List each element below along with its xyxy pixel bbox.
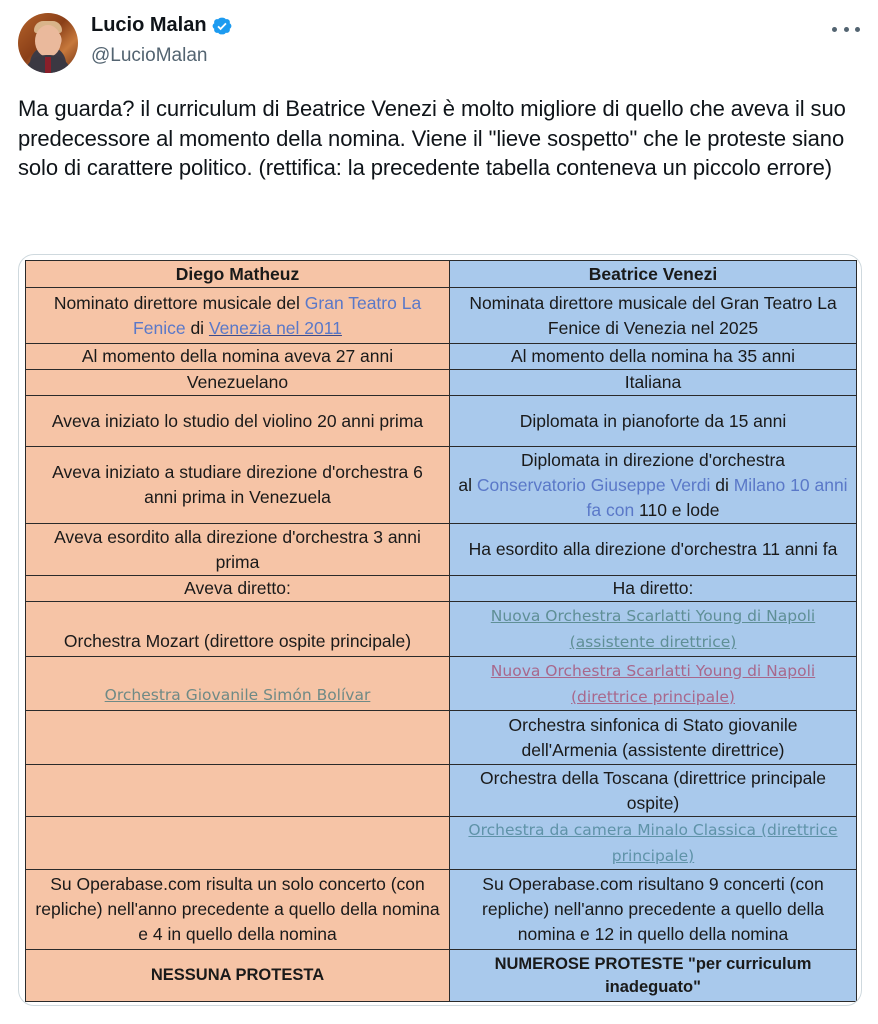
cell-right: Orchestra sinfonica di Stato giovanile dell'Armenia (assistente direttrice) xyxy=(450,711,857,765)
cell-left: Aveva iniziato lo studio del violino 20 anni prima xyxy=(26,396,450,447)
cell-right: Ha diretto: xyxy=(450,576,857,602)
table-row xyxy=(26,288,857,344)
link-simon-bolivar[interactable]: Orchestra Giovanile Simón Bolívar xyxy=(104,686,371,704)
cell-left: NESSUNA PROTESTA xyxy=(26,950,450,1002)
link-scarlatti-assistente[interactable]: Nuova Orchestra Scarlatti Young di Napoli (assistente direttrice) xyxy=(490,607,816,651)
cell-right: Su Operabase.com risultano 9 concerti (con repliche) nell'anno precedente a quello della nomina e 12 in quello della nomina xyxy=(450,870,857,950)
cell-right: NUMEROSE PROTESTE "per curriculum inadeguato" xyxy=(450,950,857,1002)
cell-right xyxy=(450,657,857,711)
link-minalo-classica[interactable]: Orchestra da camera Minalo Classica (direttrice principale) xyxy=(468,821,838,865)
cell-right: Diplomata in direzione d'orchestra al Conservatorio Giuseppe Verdi di Milano 10 anni fa con 110 e lode xyxy=(450,447,857,524)
cell-right: Al momento della nomina ha 35 anni xyxy=(450,344,857,370)
cell-left-empty xyxy=(26,765,450,817)
cell-right: Ha esordito alla direzione d'orchestra 11 anni fa xyxy=(450,524,857,576)
cell-left: Aveva diretto: xyxy=(26,576,450,602)
cell-left-empty xyxy=(26,817,450,870)
cell-left xyxy=(26,657,450,711)
cell-right: Italiana xyxy=(450,370,857,396)
table-row xyxy=(26,396,857,447)
dot xyxy=(844,27,849,32)
cell-left: Aveva iniziato a studiare direzione d'orchestra 6 anni prima in Venezuela xyxy=(26,447,450,524)
link-gran-teatro[interactable]: Gran Teatro La Fenice xyxy=(133,292,422,338)
cell-left: Su Operabase.com risulta un solo concerto (con repliche) nell'anno precedente a quello della nomina e 4 in quello della nomina xyxy=(26,870,450,950)
table-row xyxy=(26,765,857,817)
table-row xyxy=(26,602,857,657)
table-row xyxy=(26,447,857,524)
cell-left: Orchestra Mozart (direttore ospite principale) xyxy=(26,602,450,657)
cell-left: Aveva esordito alla direzione d'orchestra 3 anni prima xyxy=(26,524,450,576)
table-row xyxy=(26,870,857,950)
link-scarlatti-principale[interactable]: Nuova Orchestra Scarlatti Young di Napoli (direttrice principale) xyxy=(490,661,816,706)
author-display-name[interactable]: Lucio Malan xyxy=(91,14,207,36)
cell-right: Nominata direttore musicale del Gran Teatro La Fenice di Venezia nel 2025 xyxy=(450,288,857,344)
avatar[interactable] xyxy=(18,13,78,73)
table-row xyxy=(26,524,857,576)
table-row xyxy=(26,344,857,370)
table-row xyxy=(26,817,857,870)
link-venezia[interactable]: Venezia nel 2011 xyxy=(208,317,342,338)
cell-right xyxy=(450,817,857,870)
cell-left-empty xyxy=(26,711,450,765)
comparison-table xyxy=(25,260,857,1002)
dot xyxy=(832,27,837,32)
table-row xyxy=(26,576,857,602)
cell-left: Nominato direttore musicale del Gran Teatro La Fenice di Venezia nel 2011 xyxy=(26,288,450,344)
verified-badge-icon xyxy=(211,15,233,37)
table-row xyxy=(26,370,857,396)
link-conservatorio[interactable]: Conservatorio Giuseppe Verdi xyxy=(476,474,711,495)
table-row xyxy=(26,657,857,711)
cell-right xyxy=(450,602,857,657)
header-right: Beatrice Venezi xyxy=(450,261,857,288)
avatar-face xyxy=(35,25,61,57)
table-row-final xyxy=(26,950,857,1002)
author-handle[interactable]: @LucioMalan xyxy=(91,45,208,66)
cell-left: Venezuelano xyxy=(26,370,450,396)
avatar-tie xyxy=(45,57,51,73)
header-left: Diego Matheuz xyxy=(26,261,450,288)
cell-right: Orchestra della Toscana (direttrice principale ospite) xyxy=(450,765,857,817)
table-header-row xyxy=(26,261,857,288)
table-row xyxy=(26,711,857,765)
cell-right: Diplomata in pianoforte da 15 anni xyxy=(450,396,857,447)
more-options-icon[interactable] xyxy=(832,20,860,38)
dot xyxy=(855,27,860,32)
tweet-text: Ma guarda? il curriculum di Beatrice Venezi è molto migliore di quello che aveva il suo predecessore al momento della nomina. Viene il "lieve sospetto" che le proteste siano solo di carattere politico. (rettifica: la precedente tabella conteneva un piccolo errore) xyxy=(18,96,846,180)
cell-left: Al momento della nomina aveva 27 anni xyxy=(26,344,450,370)
tweet-image[interactable] xyxy=(18,254,862,1006)
link-milano[interactable]: Milano 10 anni fa con xyxy=(586,474,848,520)
author-name-row xyxy=(91,14,233,37)
tweet-header xyxy=(0,0,878,80)
